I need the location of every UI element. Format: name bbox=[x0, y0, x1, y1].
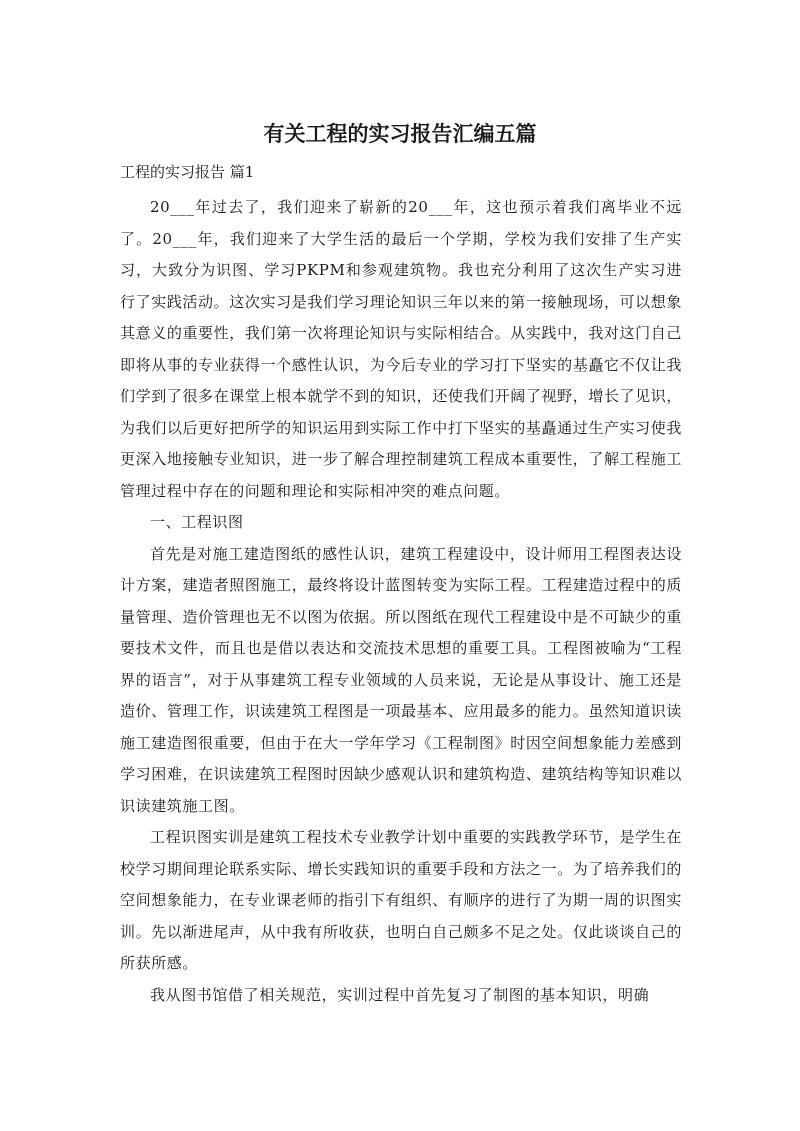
section-heading: 一、工程识图 bbox=[150, 513, 244, 531]
paragraph-training: 工程识图实训是建筑工程技术专业教学计划中重要的实践教学环节，是学生在校学习期间理论联系实际、增长实践知识的重要手段和方法之一。为了培养我们的空间想象能力，在专业课老师的指引下有组织、有顺序的进行了为期一周的识图实训。先以渐进尾声，从中我有所收获，也明白自己颇多不足之处。仅此谈谈自己的所获所感。 bbox=[120, 828, 682, 972]
document-title: 有关工程的实习报告汇编五篇 bbox=[263, 122, 537, 146]
document-body bbox=[120, 192, 682, 1011]
paragraph-library: 我从图书馆借了相关规范，实训过程中首先复习了制图的基本知识，明确 bbox=[150, 985, 650, 1004]
section-subtitle: 工程的实习报告 篇1 bbox=[120, 163, 255, 181]
paragraph-intro: 20___年过去了，我们迎来了崭新的20___年，这也预示着我们离毕业不远了。20___年，我们迎来了大学生活的最后一个学期，学校为我们安排了生产实习，大致分为识图、学习PKPM和参观建筑物。我也充分利用了这次生产实习进行了实践活动。这次实习是我们学习理论知识三年以来的第一接触现场，可以想象其意义的重要性，我们第一次将理论知识与实际相结合。从实践中，我对这门自己即将从事的专业获得一个感性认识，为今后专业的学习打下坚实的基矗它不仅让我们学到了很多在课堂上根本就学不到的知识，还使我们开阔了视野，增长了见识，为我们以后更好把所学的知识运用到实际工作中打下坚实的基矗通过生产实习使我更深入地接触专业知识，进一步了解合理控制建筑工程成本重要性，了解工程施工管理过程中存在的问题和理论和实际相冲突的难点问题。 bbox=[120, 198, 682, 500]
paragraph-drawing: 首先是对施工建造图纸的感性认识，建筑工程建设中，设计师用工程图表达设计方案，建造者照图施工，最终将设计蓝图转变为实际工程。工程建造过程中的质量管理、造价管理也无不以图为依据。所以图纸在现代工程建设中是不可缺少的重要技术文件，而且也是借以表达和交流技术思想的重要工具。工程图被喻为“工程界的语言”，对于从事建筑工程专业领域的人员来说，无论是从事设计、施工还是造价、管理工作，识读建筑工程图是一项最基本、应用最多的能力。虽然知道识读施工建造图很重要，但由于在大一学年学习《工程制图》时因空间想象能力差感到学习困难，在识读建筑工程图时因缺少感观认识和建筑构造、建筑结构等知识难以识读建筑施工图。 bbox=[120, 544, 682, 815]
